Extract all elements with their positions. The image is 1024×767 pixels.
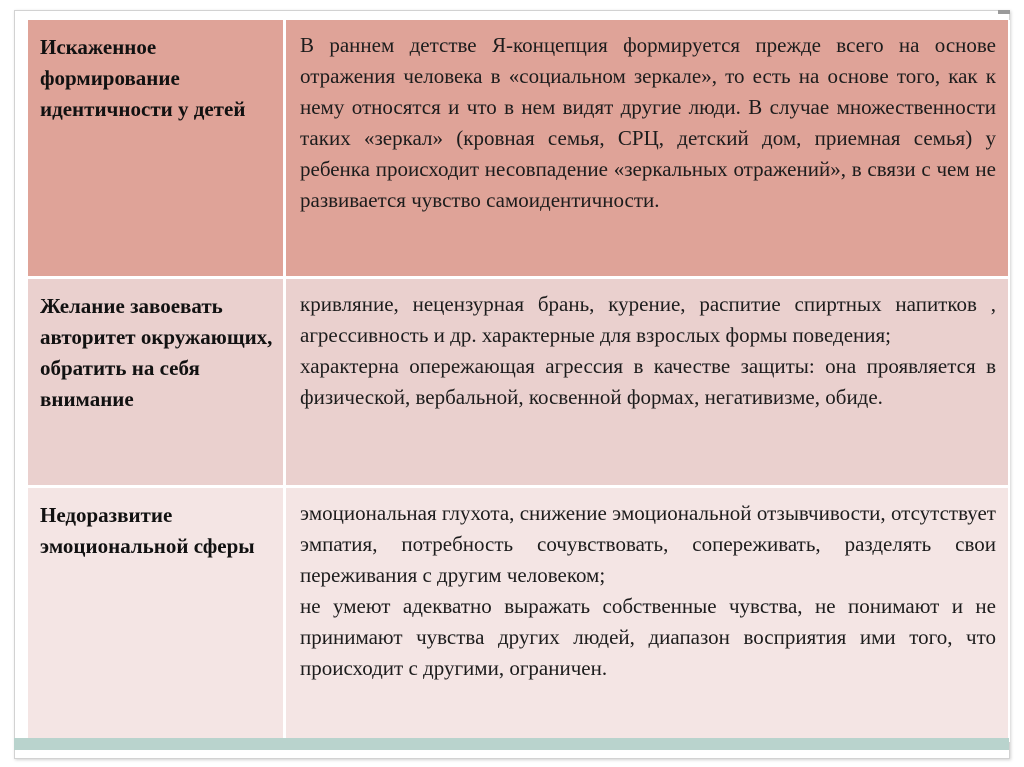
row-description (286, 20, 1008, 276)
table-row (28, 279, 1008, 485)
row-heading: Желание завоевать авторитет окружающих, обратить на себя внимание (28, 279, 283, 485)
table-row (28, 20, 1008, 276)
content-table (28, 20, 1010, 742)
table-row (28, 488, 1008, 738)
description-paragraph: не умеют адекватно выражать собственные чувства, не понимают и не принимают чувства других людей, диапазон восприятия ими того, что происходит с другими, ограничен. (300, 594, 996, 680)
description-paragraph: кривляние, нецензурная брань, курение, распитие спиртных напитков , агрессивность и др. характерные для взрослых формы поведения; (300, 292, 996, 347)
description-paragraph: эмоциональная глухота, снижение эмоциональной отзывчивости, отсутствует эмпатия, потребность сочувствовать, сопереживать, разделять свои переживания с другим человеком; (300, 501, 996, 587)
description-paragraph: характерна опережающая агрессия в качестве защиты: она проявляется в физической, вербальной, косвенной формах, негативизме, обиде. (300, 354, 996, 409)
corner-mark (998, 10, 1010, 14)
row-heading: Недоразвитие эмоциональной сферы (28, 488, 283, 738)
row-description (286, 279, 1008, 485)
description-paragraph: В раннем детстве Я-концепция формируется прежде всего на основе отражения человека в «социальном зеркале», то есть на основе того, как к нему относятся и что в нем видят другие люди. В случае множественности таких «зеркал» (кровная семья, СРЦ, детский дом, приемная семья) у ребенка происходит несовпадение «зеркальных отражений», в связи с чем не развивается чувство самоидентичности. (300, 33, 996, 212)
bottom-accent-bar (14, 738, 1009, 750)
row-heading: Искаженное формирование идентичности у детей (28, 20, 283, 276)
row-description (286, 488, 1008, 738)
